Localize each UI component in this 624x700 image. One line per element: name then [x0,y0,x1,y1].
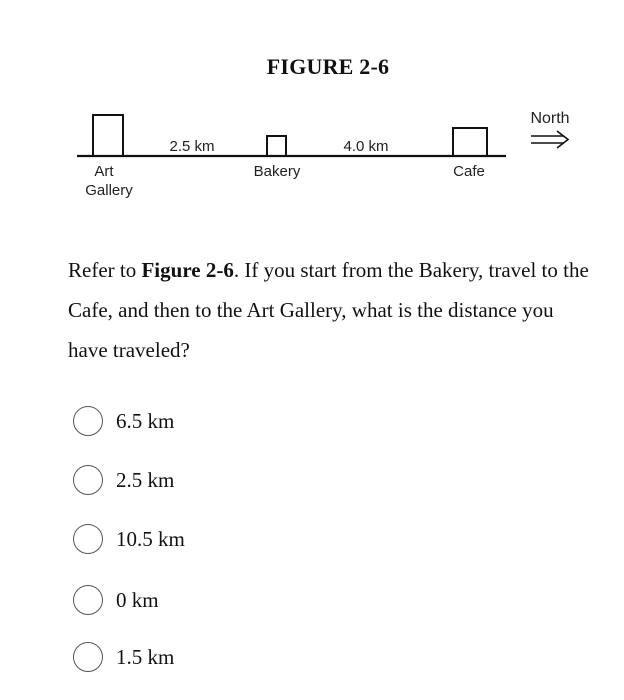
north-arrow-icon [531,131,568,148]
question-text [68,250,598,370]
radio-button[interactable] [73,406,103,436]
answer-option-5[interactable] [73,639,353,675]
answer-option-4[interactable] [73,582,353,618]
compass-north-label: North [530,110,570,127]
radio-button[interactable] [73,524,103,554]
answer-option-2[interactable] [73,462,353,498]
distance-label-bakery-cafe: 4.0 km [343,138,389,155]
art-gallery-building [93,115,123,156]
art-gallery-label-line1: Art [94,163,114,180]
radio-button[interactable] [73,585,103,615]
answer-option-label: 2.5 km [116,467,175,492]
question-suffix: . If you start from the Bakery, travel to the Cafe, and then to the Art Gallery, what is the distance you have traveled? [68,258,589,362]
answer-option-label: 10.5 km [116,526,185,551]
answer-option-label: 1.5 km [116,644,175,669]
distance-label-gallery-bakery: 2.5 km [169,138,215,155]
cafe-building [453,128,487,156]
answer-option-1[interactable] [73,403,353,439]
answer-option-3[interactable] [73,521,353,557]
map-diagram [0,0,624,240]
radio-button[interactable] [73,465,103,495]
bakery-label: Bakery [253,163,301,180]
bakery-building [267,136,286,156]
cafe-label: Cafe [453,163,485,180]
answer-option-label: 6.5 km [116,408,175,433]
answer-option-label: 0 km [116,587,159,612]
figure-title: FIGURE 2-6 [266,54,390,79]
question-figure-ref: Figure 2-6 [141,258,234,282]
question-prefix: Refer to [68,258,142,282]
art-gallery-label-line2: Gallery [85,182,133,199]
radio-button[interactable] [73,642,103,672]
